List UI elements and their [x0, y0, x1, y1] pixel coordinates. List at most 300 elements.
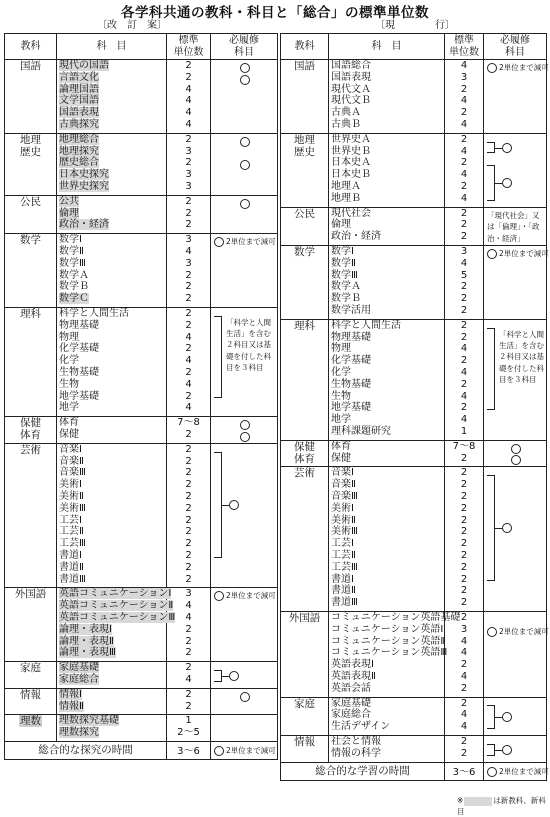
subject-name: 数学Ⅲ — [331, 269, 358, 281]
subject-item — [329, 305, 444, 317]
credit-value: 2 — [460, 378, 468, 390]
required-cell — [211, 234, 278, 308]
category-cell — [5, 133, 57, 195]
subject-name: 書道Ⅰ — [59, 549, 82, 561]
credits-cell — [445, 319, 484, 440]
subject-name: 英語コミュニケーションⅠ — [59, 588, 172, 600]
subject-group-row — [281, 467, 547, 612]
subject-name: 政治・経済 — [59, 219, 109, 231]
credit-value: 2 — [460, 573, 468, 585]
credits-cell — [167, 443, 211, 588]
credit-value: 2 — [460, 538, 468, 550]
subject-item — [57, 588, 172, 600]
credit-value: 2 — [460, 180, 468, 192]
required-cell — [211, 417, 278, 444]
subject-name: 国語表現 — [59, 107, 99, 119]
required-cell — [211, 588, 278, 662]
subject-name: 地理探究 — [59, 145, 99, 157]
group-bracket — [487, 142, 495, 154]
category-cell — [5, 417, 57, 444]
subject-name: 数学Ｂ — [331, 293, 361, 305]
bracket-tick — [495, 183, 502, 184]
category-cell — [5, 195, 57, 233]
subject-item — [329, 624, 444, 636]
bracket-tick — [495, 148, 502, 149]
subject-item — [329, 119, 444, 131]
subject-name: 音楽Ⅱ — [331, 479, 356, 491]
subject-cell — [57, 443, 167, 588]
subject-group-row — [281, 60, 547, 134]
subject-item — [329, 134, 444, 146]
subject-name: 美術Ⅰ — [59, 479, 82, 491]
total-credits: 3～6 — [167, 741, 211, 759]
subject-name: 体育 — [331, 440, 351, 452]
subject-item — [329, 402, 444, 414]
credit-value: 2 — [460, 293, 468, 305]
subject-group-row — [5, 715, 278, 742]
subject-item — [329, 611, 461, 624]
subject-group-row — [281, 440, 547, 467]
credit-value: 2 — [460, 133, 468, 145]
subject-item — [329, 270, 444, 282]
subject-group-row — [5, 417, 278, 444]
header-subject: 科 目 — [329, 34, 445, 60]
subject-item — [57, 308, 166, 320]
category-cell — [281, 611, 329, 697]
subject-name: 家庭基礎 — [331, 697, 371, 709]
credit-value: 4 — [460, 414, 468, 426]
credit-value: 7～8 — [452, 440, 476, 452]
required-cell — [211, 443, 278, 588]
subject-item — [329, 379, 444, 391]
subject-name: 論理・表現Ⅲ — [59, 647, 116, 659]
credits-cell — [445, 735, 484, 762]
category-cell — [5, 662, 57, 689]
subject-name: 数学Ａ — [331, 281, 361, 293]
category-label: 理科 — [20, 307, 41, 320]
credit-value: 2 — [460, 402, 468, 414]
credit-value: 2 — [460, 561, 468, 573]
credit-value: 4 — [460, 366, 468, 378]
subject-cell — [329, 60, 445, 134]
subject-name: 書道Ⅲ — [331, 597, 358, 609]
group-bracket — [487, 328, 495, 411]
bracket-tick — [495, 717, 502, 718]
subject-item — [57, 169, 166, 181]
subject-name: 音楽Ⅰ — [59, 443, 82, 455]
credit-value: 2 — [185, 662, 192, 674]
subject-name: 理科課題研究 — [331, 425, 391, 437]
subject-item — [57, 624, 166, 636]
total-row — [5, 741, 278, 759]
credit-value: 4 — [460, 721, 468, 733]
subject-cell — [329, 133, 445, 207]
subject-item — [329, 585, 444, 597]
required-cell — [484, 611, 547, 697]
subject-item — [57, 467, 166, 479]
credits-cell — [167, 234, 211, 308]
category-label: 国語 — [20, 60, 41, 72]
credits-cell — [445, 245, 484, 319]
subject-item — [57, 355, 166, 367]
credit-value: 4 — [460, 145, 468, 157]
subject-item — [57, 562, 166, 574]
credits-cell — [445, 467, 484, 612]
subject-name: 地理総合 — [59, 133, 99, 145]
subject-cell — [57, 688, 167, 715]
subject-name: 工芸Ⅱ — [331, 549, 356, 561]
required-circle-icon — [502, 745, 512, 755]
category-label: 保健 体育 — [20, 417, 41, 442]
credit-value: 4 — [460, 257, 468, 269]
category-cell — [281, 245, 329, 319]
subject-item — [329, 246, 444, 258]
subject-item — [57, 574, 166, 586]
credit-value: 2 — [460, 682, 468, 694]
subject-item — [329, 293, 444, 305]
subject-item — [329, 181, 444, 193]
subject-item — [57, 246, 166, 258]
subject-name: 保健 — [331, 452, 351, 464]
subject-name: 物理 — [331, 343, 351, 355]
subject-item — [329, 550, 444, 562]
subject-name: 化学基礎 — [331, 355, 371, 367]
subject-item — [57, 270, 166, 282]
credit-value: 2 — [460, 659, 468, 671]
subject-item — [329, 574, 444, 586]
credit-value: 3 — [185, 257, 192, 269]
subject-name: 音楽Ⅲ — [331, 490, 358, 502]
subject-name: 古典Ａ — [331, 107, 361, 119]
subject-group-row — [5, 133, 278, 195]
credit-value: 4 — [185, 378, 192, 390]
credit-value: 2～5 — [177, 727, 200, 739]
subject-group-row — [281, 207, 547, 245]
subject-name: 美術Ⅰ — [331, 502, 354, 514]
credit-value: 4 — [460, 169, 468, 181]
credit-value: 2 — [185, 635, 192, 647]
subject-cell — [329, 245, 445, 319]
subject-item — [329, 84, 444, 96]
subject-name: 書道Ⅱ — [59, 561, 84, 573]
subject-item — [329, 60, 444, 72]
subject-group-row — [281, 735, 547, 762]
credit-value: 4 — [460, 60, 468, 71]
subject-cell — [57, 307, 167, 416]
category-label: 公民 — [294, 207, 315, 220]
required-circle-icon — [229, 671, 239, 681]
required-circle-icon — [214, 237, 224, 247]
required-circle-icon — [240, 63, 250, 73]
bracket-tick — [222, 505, 229, 506]
group-bracket — [487, 744, 495, 756]
subject-name: 数学活用 — [331, 304, 371, 316]
credit-value: 2 — [460, 319, 468, 331]
credit-value: 2 — [185, 467, 192, 479]
category-label: 外国語 — [288, 611, 321, 624]
subject-item — [57, 662, 166, 674]
subject-item — [329, 515, 444, 527]
left-caption: 〔改 訂 案〕 — [97, 20, 167, 31]
subject-item — [329, 683, 444, 695]
category-label: 国語 — [294, 60, 315, 72]
credits-cell — [445, 697, 484, 735]
total-required — [211, 741, 278, 759]
category-cell — [281, 60, 329, 134]
credit-value: 2 — [185, 157, 192, 169]
subject-item — [57, 134, 166, 146]
required-circle-icon — [487, 627, 497, 637]
credit-value: 2 — [460, 83, 468, 95]
credits-cell — [167, 133, 211, 195]
category-label: 芸術 — [20, 443, 41, 456]
subject-group-row — [5, 60, 278, 134]
category-label: 理数 — [20, 715, 41, 728]
credit-value: 2 — [460, 697, 468, 709]
subject-item — [329, 219, 444, 231]
header-row — [281, 34, 547, 60]
required-circle-icon — [487, 767, 497, 777]
credit-value: 2 — [185, 623, 192, 635]
subject-name: 書道Ⅲ — [59, 573, 86, 585]
credit-value: 3 — [185, 145, 192, 157]
subject-name: 英語表現Ⅱ — [331, 670, 376, 682]
subject-name: 歴史総合 — [59, 157, 99, 169]
subject-item — [57, 157, 166, 169]
subject-name: 公共 — [59, 195, 79, 207]
credit-value: 2 — [460, 355, 468, 367]
credit-value: 2 — [460, 611, 468, 623]
subject-group-row — [281, 319, 547, 440]
subject-item — [57, 181, 166, 193]
subject-item — [57, 219, 166, 231]
required-cell — [484, 467, 547, 612]
subject-cell — [57, 715, 167, 742]
reduction-note: 2単位まで減可 — [499, 626, 549, 636]
credit-value: 2 — [185, 573, 192, 585]
subject-cell — [329, 467, 445, 612]
subject-name: 工芸Ⅲ — [59, 538, 86, 550]
header-credits: 標準 単位数 — [167, 34, 211, 60]
credits-cell — [167, 588, 211, 662]
header-category: 教科 — [281, 34, 329, 60]
subject-item — [57, 84, 166, 96]
subject-name: 科学と人間生活 — [331, 319, 401, 331]
subject-name: 古典探究 — [59, 118, 99, 130]
subject-name: 文学国語 — [59, 95, 99, 107]
subject-name: 生物基礎 — [331, 378, 371, 390]
subject-name: 国語表現 — [331, 71, 371, 83]
credit-value: 2 — [185, 700, 192, 712]
credit-value: 2 — [460, 331, 468, 343]
subject-name: 数学Ⅱ — [331, 257, 356, 269]
credit-value: 4 — [460, 192, 468, 204]
subject-name: 家庭総合 — [59, 673, 99, 685]
subject-item — [57, 258, 166, 270]
subject-item — [57, 526, 166, 538]
required-circle-icon — [214, 746, 224, 756]
required-cell — [484, 245, 547, 319]
category-label: 情報 — [20, 688, 41, 701]
subject-item — [57, 515, 166, 527]
subject-item — [57, 119, 166, 131]
subject-name: 体育 — [59, 417, 79, 429]
subject-name: 英語表現Ⅰ — [331, 659, 374, 671]
subject-item — [57, 444, 166, 456]
credits-cell — [445, 207, 484, 245]
subject-item — [57, 95, 166, 107]
credit-value: 2 — [185, 688, 192, 700]
subject-item — [329, 367, 444, 379]
credit-value: 4 — [185, 107, 192, 119]
subject-item — [329, 453, 444, 465]
subject-name: コミュニケーション英語基礎 — [331, 611, 461, 623]
subject-group-row — [281, 133, 547, 207]
credits-cell — [167, 715, 211, 742]
subject-item — [57, 550, 166, 562]
reduction-note: 2単位まで減可 — [226, 591, 276, 601]
credit-value: 2 — [460, 549, 468, 561]
subject-cell — [57, 133, 167, 195]
subject-name: 数学Ⅰ — [331, 245, 354, 257]
category-label: 家庭 — [20, 662, 41, 675]
subject-item — [329, 355, 444, 367]
subject-item — [57, 538, 166, 550]
credit-value: 3 — [185, 180, 192, 192]
subject-name: 生活デザイン — [331, 721, 391, 733]
credits-cell — [445, 440, 484, 467]
subject-name: 美術Ⅱ — [59, 490, 84, 502]
subject-cell — [57, 195, 167, 233]
subject-name: 情報の科学 — [331, 747, 381, 759]
credit-value: 2 — [185, 195, 192, 207]
required-circle-icon — [240, 432, 250, 442]
subject-name: 家庭基礎 — [59, 662, 99, 674]
reduction-note: 2単位まで減可 — [499, 766, 549, 776]
credit-value: 7～8 — [177, 417, 200, 429]
subject-name: 地学基礎 — [331, 402, 371, 414]
category-label: 地理 歴史 — [294, 133, 315, 158]
subject-group-row — [281, 697, 547, 735]
credits-cell — [167, 688, 211, 715]
category-cell — [281, 467, 329, 612]
subject-item — [329, 414, 444, 426]
header-category: 教科 — [5, 34, 57, 60]
required-cell — [211, 307, 278, 416]
subject-name: 化学基礎 — [59, 343, 99, 355]
subject-item — [57, 379, 166, 391]
subject-name: 理数探究 — [59, 727, 99, 739]
credit-value: 2 — [460, 207, 468, 219]
required-circle-icon — [240, 420, 250, 430]
subject-name: 書道Ⅱ — [331, 585, 356, 597]
subject-item — [57, 674, 166, 686]
required-cell — [484, 133, 547, 207]
credit-value: 4 — [185, 245, 192, 257]
subject-item — [329, 748, 444, 760]
required-cell — [484, 319, 547, 440]
right-caption: 〔現 行〕 — [375, 20, 455, 31]
subject-name: 数学Ｂ — [59, 281, 89, 293]
subject-name: 数学Ｃ — [59, 293, 89, 305]
subject-name: 物理 — [59, 331, 79, 343]
credit-value: 2 — [185, 549, 192, 561]
required-circle-icon — [487, 249, 497, 259]
category-label: 家庭 — [294, 697, 315, 710]
required-cell — [484, 440, 547, 467]
subject-item — [329, 95, 444, 107]
bracket-tick — [495, 528, 502, 529]
subject-item — [57, 391, 166, 403]
category-cell — [281, 319, 329, 440]
subject-item — [57, 208, 166, 220]
required-circle-icon — [511, 455, 521, 465]
subject-item — [57, 281, 166, 293]
subject-cell — [57, 662, 167, 689]
category-cell — [281, 207, 329, 245]
credit-value: 4 — [185, 402, 192, 414]
header-required: 必履修 科目 — [484, 34, 547, 60]
subject-item — [329, 721, 444, 733]
credits-cell — [167, 195, 211, 233]
credit-value: 3 — [460, 245, 468, 257]
category-cell — [281, 133, 329, 207]
category-cell — [5, 60, 57, 134]
subject-item — [329, 709, 444, 721]
subject-group-row — [5, 234, 278, 308]
header-row — [5, 34, 278, 60]
credit-value: 4 — [185, 355, 192, 367]
subject-cell — [329, 207, 445, 245]
subject-item — [57, 107, 166, 119]
subject-item — [329, 441, 444, 453]
subject-item — [329, 193, 444, 205]
credit-value: 4 — [185, 331, 192, 343]
credit-value: 2 — [460, 231, 468, 243]
subject-item — [329, 72, 444, 84]
required-cell — [211, 195, 278, 233]
category-label: 外国語 — [14, 588, 47, 601]
requirement-note: 「現代社会」又は「倫理」・「政治・経済」 — [487, 210, 540, 243]
category-cell — [281, 735, 329, 762]
subject-cell — [329, 697, 445, 735]
category-cell — [5, 307, 57, 416]
subject-cell — [329, 319, 445, 440]
header-credits: 標準 単位数 — [445, 34, 484, 60]
required-circle-icon — [502, 143, 512, 153]
credit-value: 4 — [460, 390, 468, 402]
subject-name: コミュニケーション英語Ⅲ — [331, 647, 448, 659]
subject-name: 世界史Ｂ — [331, 145, 371, 157]
subject-cell — [57, 234, 167, 308]
bracket-tick — [222, 676, 229, 677]
credit-value: 2 — [185, 390, 192, 402]
subject-item — [329, 698, 444, 710]
credit-value: 2 — [185, 428, 192, 440]
credit-value: 4 — [185, 118, 192, 130]
required-circle-icon — [511, 444, 521, 454]
credit-value: 2 — [460, 735, 468, 747]
required-cell — [211, 715, 278, 742]
subject-name: 英語会話 — [331, 682, 371, 694]
subject-name: 理数探究基礎 — [59, 715, 119, 727]
group-bracket — [487, 165, 495, 200]
header-required: 必履修 科目 — [211, 34, 278, 60]
credit-value: 2 — [460, 597, 468, 609]
subject-item — [57, 636, 166, 648]
required-circle-icon — [240, 199, 250, 209]
category-label: 保健 体育 — [294, 440, 315, 465]
